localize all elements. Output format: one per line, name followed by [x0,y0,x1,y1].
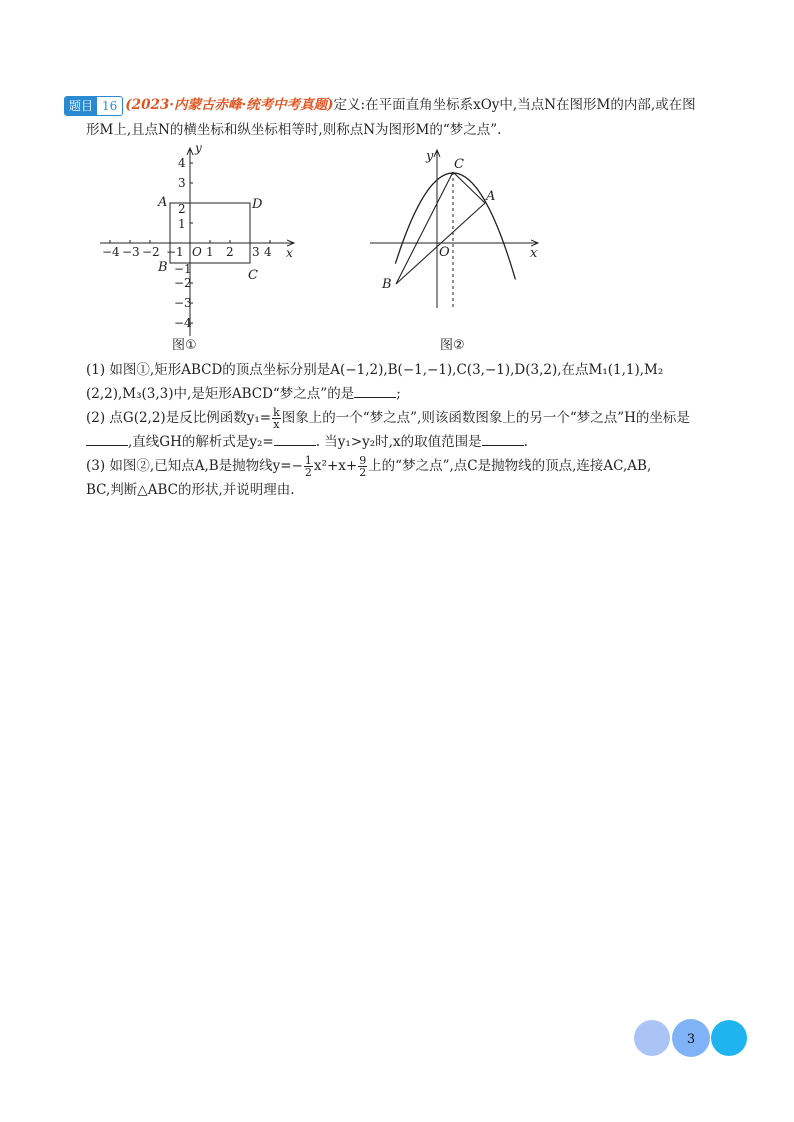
question-parts [86,358,746,502]
point-b-label: B [382,277,392,292]
pager-right-circle [711,1020,747,1056]
figure-1-rectangle-graph [96,140,306,355]
question-source: (2023·内蒙古赤峰·统考中考真题) [125,97,334,113]
definition-line-2: 形M上,且点N的横坐标和纵坐标相等时,则称点N为图形M的“梦之点”. [86,122,502,138]
fig1-xtick: 4 [264,245,272,259]
figure-1-caption: 图① [172,338,197,353]
segment-ac [453,172,485,203]
question-badge: 题目 16 [64,96,123,116]
fraction-one-half: $\frac{1}{2}$ [304,454,312,479]
segment-bc [396,172,453,284]
fig2-y-axis-label: y [426,149,434,164]
fig1-x-axis-label: x [286,246,293,260]
fraction-nine-halves: $\frac{9}{2}$ [359,454,367,479]
fig1-xtick: 2 [226,245,234,259]
fig1-xtick: −4 [102,245,120,259]
fig1-xtick: 1 [206,245,214,259]
fig1-xtick: −2 [142,245,160,259]
vertex-c-label: C [454,157,464,172]
page-number-indicator [632,1019,750,1061]
fig1-xtick: 3 [252,245,260,259]
part-1: (1) 如图①,矩形ABCD的顶点坐标分别是A(−1,2),B(−1,−1),C(3,−1),D(3,2),在点M₁(1,1),M₂ (2,2),M₃(3,3)中,是矩形ABCD“梦之点”的是 ; [86,362,664,402]
fig1-y-axis-label: y [195,141,202,155]
point-a-label: A [486,189,496,204]
page-number: 3 [686,1032,696,1047]
pager-left-circle [634,1020,670,1056]
point-b-label: B [158,260,168,275]
fig2-x-axis-label: x [530,246,538,261]
fig1-ytick: 3 [178,176,186,190]
answer-blank-3[interactable] [274,431,316,446]
fraction-k-over-x: $\frac{k}{x}$ [273,406,280,431]
fig1-ytick: −4 [174,316,192,330]
fig1-xtick: −1 [166,245,184,259]
parabola-curve [395,173,515,280]
fig1-ytick: −1 [174,262,192,276]
fig1-xtick: −3 [122,245,140,259]
answer-blank-2[interactable] [86,431,128,446]
figure-2-parabola-graph [366,148,551,358]
fig1-ytick: −2 [174,276,192,290]
part-2: (2) 点G(2,2)是反比例函数y₁= $\frac{k}{x}$ 图象上的一个“梦之点”,则该函数图象上的另一个“梦之点”H的坐标是 ,直线GH的解析式是y₂= . 当y₁>y₂时,x的取值范围是 . [86,406,690,450]
point-d-label: D [252,197,263,212]
figure-2-caption: 图② [440,338,465,353]
question-header [64,93,744,143]
part-3: (3) 如图②,已知点A,B是抛物线y=− $\frac{1}{2}$ x²+x+ $\frac{9}{2}$ 上的“梦之点”,点C是抛物线的顶点,连接AC,AB, BC,判断△ABC的形状,并说明理由. [86,454,652,498]
answer-blank-1[interactable] [354,383,396,398]
fig2-origin-label: O [439,245,450,260]
answer-blank-4[interactable] [482,431,524,446]
fig1-ytick: 2 [178,202,186,216]
point-a-label: A [158,195,168,210]
definition-line-1: 定义:在平面直角坐标系xOy中,当点N在图形M的内部,或在图 [333,97,696,113]
fig1-ytick: 1 [178,217,186,231]
fig1-ytick: −3 [174,296,192,310]
fig1-origin-label: O [192,245,202,259]
fig1-ytick: 4 [178,156,186,170]
point-c-label: C [248,268,258,283]
